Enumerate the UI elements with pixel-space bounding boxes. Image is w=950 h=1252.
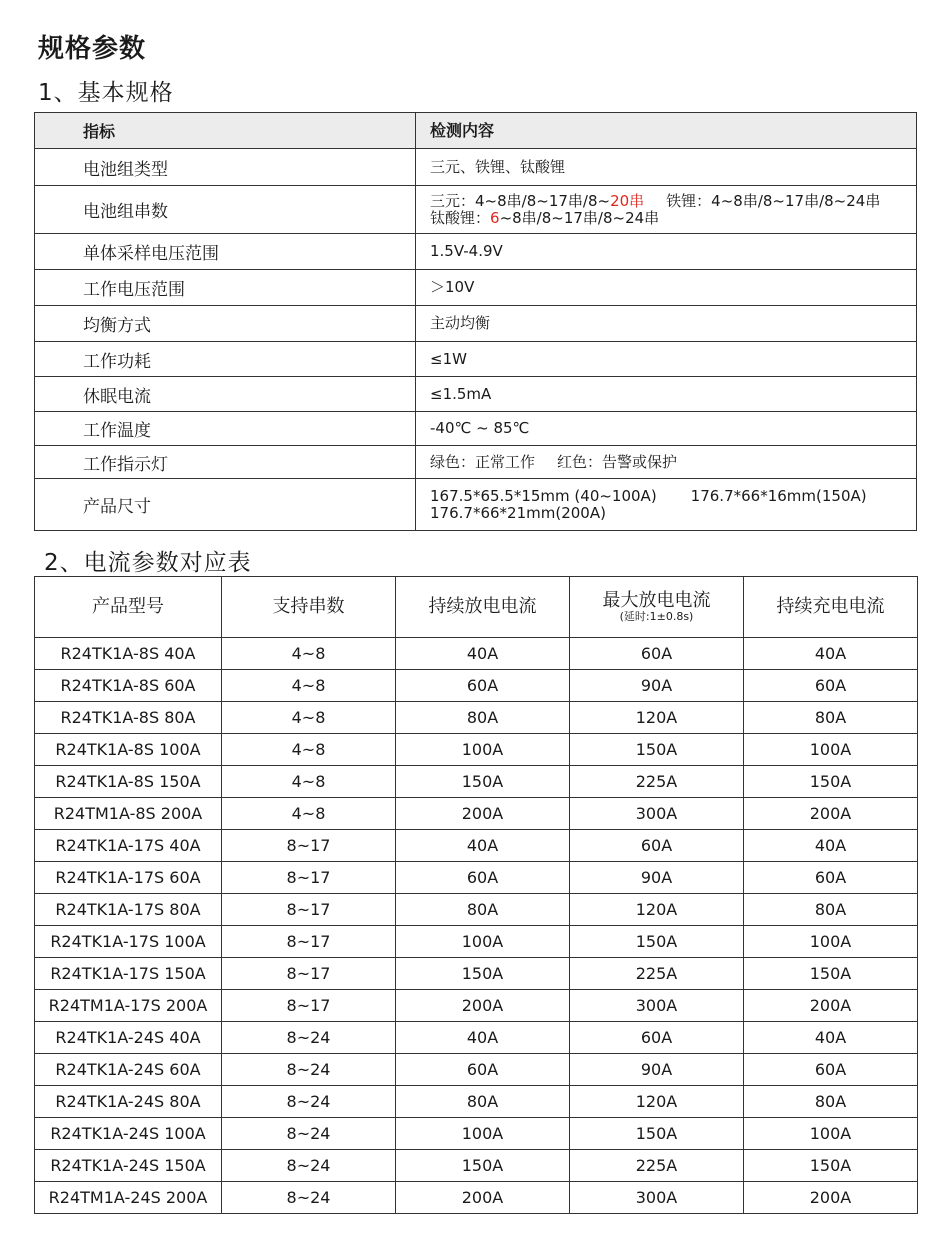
cell-cont-charge: 200A [744, 1182, 918, 1214]
current-header-row [35, 577, 918, 638]
cell-cont-charge: 150A [744, 766, 918, 798]
cell-max-discharge: 120A [570, 894, 744, 926]
spec-row [35, 186, 917, 234]
table-row [35, 1054, 918, 1086]
spec-label: 工作温度 [35, 412, 416, 446]
cell-cont-charge: 80A [744, 894, 918, 926]
spec-header-indicator: 指标 [35, 113, 416, 149]
spec-row [35, 270, 917, 306]
spec-label: 电池组类型 [35, 149, 416, 186]
col-header-series: 支持串数 [222, 577, 396, 638]
cell-series: 8~24 [222, 1118, 396, 1150]
cell-cont-discharge: 150A [396, 766, 570, 798]
spec-row [35, 446, 917, 479]
cell-model: R24TK1A-24S 40A [35, 1022, 222, 1054]
cell-model: R24TK1A-24S 60A [35, 1054, 222, 1086]
spec-label: 电池组串数 [35, 186, 416, 234]
cell-model: R24TK1A-24S 100A [35, 1118, 222, 1150]
size-200a-text: 176.7*66*21mm(200A) [430, 503, 606, 522]
spec-label: 工作电压范围 [35, 270, 416, 306]
table-row [35, 1022, 918, 1054]
cell-cont-charge: 40A [744, 638, 918, 670]
cell-model: R24TM1A-17S 200A [35, 990, 222, 1022]
cell-model: R24TM1A-24S 200A [35, 1182, 222, 1214]
cell-max-discharge: 60A [570, 1022, 744, 1054]
table-row [35, 894, 918, 926]
cell-cont-discharge: 40A [396, 830, 570, 862]
cell-cont-discharge: 80A [396, 894, 570, 926]
table-row [35, 798, 918, 830]
cell-series: 4~8 [222, 766, 396, 798]
spec-value: ≤1W [416, 342, 917, 377]
table-row [35, 958, 918, 990]
cell-series: 8~17 [222, 958, 396, 990]
spec-header-row [35, 113, 917, 149]
spec-value: 三元、铁锂、钛酸锂 [416, 149, 917, 186]
cell-cont-discharge: 200A [396, 990, 570, 1022]
cell-series: 4~8 [222, 702, 396, 734]
spec-row [35, 479, 917, 531]
cell-max-discharge: 120A [570, 702, 744, 734]
table-row [35, 990, 918, 1022]
table-row [35, 1182, 918, 1214]
cell-max-discharge: 120A [570, 1086, 744, 1118]
cell-cont-charge: 80A [744, 1086, 918, 1118]
cell-cont-charge: 200A [744, 990, 918, 1022]
cell-model: R24TK1A-17S 150A [35, 958, 222, 990]
cell-cont-charge: 100A [744, 926, 918, 958]
series-lfp-text: 铁锂：4~8串/8~17串/8~24串 [666, 191, 881, 210]
cell-cont-charge: 150A [744, 958, 918, 990]
cell-max-discharge: 300A [570, 1182, 744, 1214]
cell-cont-charge: 80A [744, 702, 918, 734]
cell-cont-charge: 40A [744, 1022, 918, 1054]
cell-max-discharge: 225A [570, 1150, 744, 1182]
cell-model: R24TM1A-8S 200A [35, 798, 222, 830]
cell-model: R24TK1A-24S 150A [35, 1150, 222, 1182]
cell-cont-charge: 60A [744, 670, 918, 702]
cell-cont-discharge: 80A [396, 702, 570, 734]
cell-cont-discharge: 80A [396, 1086, 570, 1118]
size-150a-text: 176.7*66*16mm(150A) [690, 486, 867, 505]
indicator-green-text: 绿色：正常工作 [430, 452, 536, 471]
cell-cont-discharge: 150A [396, 958, 570, 990]
cell-series: 8~24 [222, 1022, 396, 1054]
current-params-table [34, 576, 918, 1214]
cell-max-discharge: 90A [570, 1054, 744, 1086]
cell-cont-discharge: 100A [396, 1118, 570, 1150]
cell-max-discharge: 60A [570, 638, 744, 670]
cell-cont-discharge: 40A [396, 1022, 570, 1054]
cell-model: R24TK1A-8S 60A [35, 670, 222, 702]
cell-cont-charge: 100A [744, 1118, 918, 1150]
table-row [35, 862, 918, 894]
cell-cont-discharge: 100A [396, 926, 570, 958]
spec-label: 工作指示灯 [35, 446, 416, 479]
table-row [35, 1150, 918, 1182]
cell-model: R24TK1A-17S 60A [35, 862, 222, 894]
cell-model: R24TK1A-17S 40A [35, 830, 222, 862]
spec-value: ≤1.5mA [416, 377, 917, 412]
cell-series: 8~17 [222, 990, 396, 1022]
spec-label: 工作功耗 [35, 342, 416, 377]
series-lto-label: 钛酸锂： [430, 208, 491, 227]
basic-spec-table [34, 112, 917, 531]
series-lto-highlight: 6 [490, 208, 500, 227]
cell-cont-charge: 100A [744, 734, 918, 766]
spec-row [35, 306, 917, 342]
cell-cont-discharge: 60A [396, 862, 570, 894]
cell-max-discharge: 300A [570, 798, 744, 830]
cell-series: 4~8 [222, 734, 396, 766]
table-row [35, 766, 918, 798]
cell-max-discharge: 150A [570, 734, 744, 766]
spec-row [35, 342, 917, 377]
spec-row [35, 377, 917, 412]
cell-max-discharge: 300A [570, 990, 744, 1022]
indicator-red-text: 红色：告警或保护 [557, 452, 678, 471]
table-row [35, 734, 918, 766]
spec-value [416, 446, 917, 479]
spec-row [35, 412, 917, 446]
spec-value: 1.5V-4.9V [416, 234, 917, 270]
spec-label: 均衡方式 [35, 306, 416, 342]
max-discharge-label: 最大放电电流 [602, 590, 711, 611]
cell-cont-discharge: 40A [396, 638, 570, 670]
cell-model: R24TK1A-8S 150A [35, 766, 222, 798]
cell-cont-charge: 40A [744, 830, 918, 862]
current-table-body [35, 638, 918, 1214]
page-title: 规格参数 [38, 34, 147, 64]
cell-model: R24TK1A-17S 80A [35, 894, 222, 926]
table-row [35, 830, 918, 862]
size-small-text: 167.5*65.5*15mm (40~100A) [430, 486, 657, 505]
table-row [35, 702, 918, 734]
cell-max-discharge: 60A [570, 830, 744, 862]
spec-label: 单体采样电压范围 [35, 234, 416, 270]
spec-value: ＞10V [416, 270, 917, 306]
cell-cont-charge: 60A [744, 862, 918, 894]
section-heading-basic-spec: 1、基本规格 [38, 80, 174, 106]
max-discharge-note: (延时:1±0.8s) [619, 610, 694, 623]
spec-label: 产品尺寸 [35, 479, 416, 531]
cell-max-discharge: 90A [570, 670, 744, 702]
cell-max-discharge: 150A [570, 926, 744, 958]
cell-cont-charge: 150A [744, 1150, 918, 1182]
series-ternary-highlight: 20串 [610, 191, 645, 210]
table-row [35, 926, 918, 958]
col-header-model: 产品型号 [35, 577, 222, 638]
cell-series: 4~8 [222, 798, 396, 830]
table-row [35, 1118, 918, 1150]
cell-model: R24TK1A-8S 40A [35, 638, 222, 670]
spec-value [416, 479, 917, 531]
cell-cont-charge: 60A [744, 1054, 918, 1086]
cell-series: 8~24 [222, 1054, 396, 1086]
cell-max-discharge: 150A [570, 1118, 744, 1150]
cell-max-discharge: 225A [570, 958, 744, 990]
cell-cont-discharge: 150A [396, 1150, 570, 1182]
spec-value: 主动均衡 [416, 306, 917, 342]
cell-cont-discharge: 60A [396, 1054, 570, 1086]
cell-model: R24TK1A-24S 80A [35, 1086, 222, 1118]
cell-cont-discharge: 200A [396, 1182, 570, 1214]
col-header-cont-discharge: 持续放电电流 [396, 577, 570, 638]
col-header-max-discharge [570, 577, 744, 638]
spec-label: 休眠电流 [35, 377, 416, 412]
spec-value: -40℃ ~ 85℃ [416, 412, 917, 446]
cell-series: 8~17 [222, 862, 396, 894]
cell-max-discharge: 225A [570, 766, 744, 798]
table-row [35, 1086, 918, 1118]
series-lto-text: ~8串/8~17串/8~24串 [499, 208, 660, 227]
table-row [35, 670, 918, 702]
cell-model: R24TK1A-8S 80A [35, 702, 222, 734]
table-row [35, 638, 918, 670]
cell-series: 4~8 [222, 638, 396, 670]
cell-model: R24TK1A-8S 100A [35, 734, 222, 766]
col-header-cont-charge: 持续充电电流 [744, 577, 918, 638]
cell-series: 8~24 [222, 1150, 396, 1182]
cell-series: 8~17 [222, 894, 396, 926]
cell-cont-discharge: 60A [396, 670, 570, 702]
cell-series: 8~17 [222, 830, 396, 862]
cell-series: 8~24 [222, 1086, 396, 1118]
cell-cont-discharge: 200A [396, 798, 570, 830]
cell-cont-discharge: 100A [396, 734, 570, 766]
spec-value [416, 186, 917, 234]
section-heading-current-params: 2、电流参数对应表 [44, 550, 252, 576]
cell-model: R24TK1A-17S 100A [35, 926, 222, 958]
cell-series: 4~8 [222, 670, 396, 702]
cell-series: 8~24 [222, 1182, 396, 1214]
cell-cont-charge: 200A [744, 798, 918, 830]
spec-row [35, 149, 917, 186]
spec-row [35, 234, 917, 270]
cell-series: 8~17 [222, 926, 396, 958]
spec-header-content: 检测内容 [416, 113, 917, 149]
cell-max-discharge: 90A [570, 862, 744, 894]
series-ternary-text: 三元：4~8串/8~17串/8~ [430, 191, 611, 210]
